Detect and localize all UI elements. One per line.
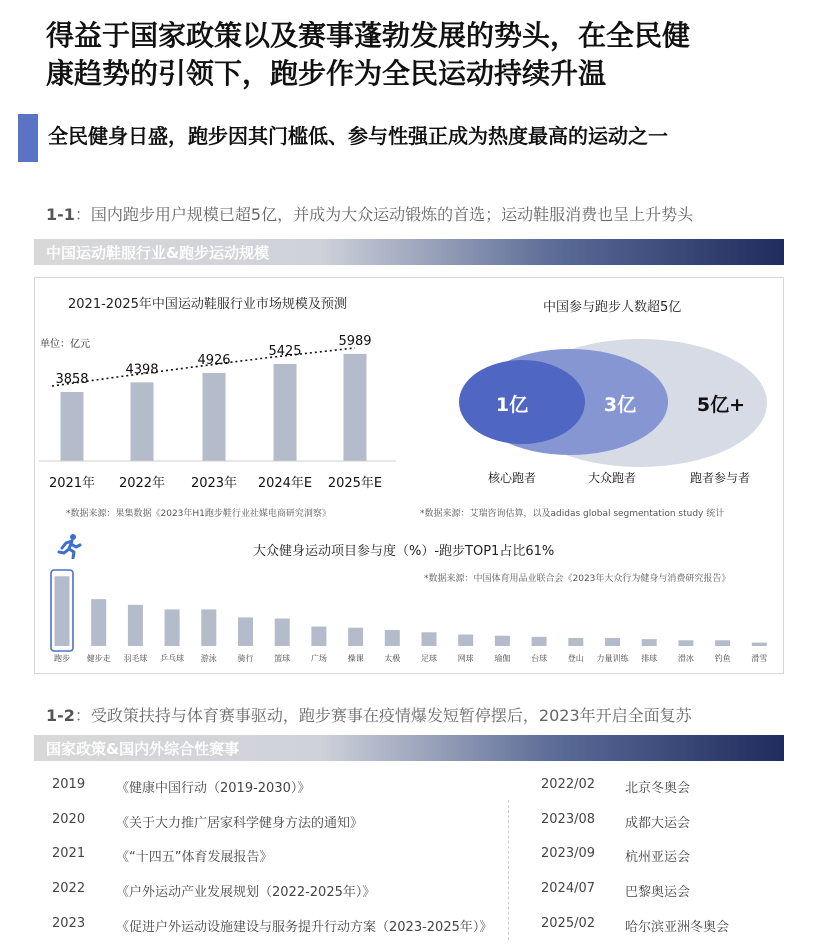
market-category-label: 2025年E: [327, 476, 383, 491]
participation-bar: [91, 599, 106, 646]
banner-policy-events-label: 国家政策&国内外综合性赛事: [46, 740, 240, 758]
participation-bar: [55, 576, 70, 646]
market-bar: [131, 382, 154, 461]
banner-footwear-running: [34, 239, 784, 265]
market-value-label: 3858: [55, 372, 89, 388]
participation-category-label: 台球: [531, 654, 548, 663]
market-bar: [61, 392, 84, 461]
event-name: 哈尔滨亚洲冬奥会: [625, 920, 730, 935]
core-runners-label: 核心跑者: [487, 471, 537, 485]
market-bar: [274, 364, 297, 461]
event-date: 2024/07: [541, 881, 596, 896]
market-size-chart: [34, 330, 404, 500]
participation-category-label: 排球: [641, 654, 658, 663]
point-1-2-text: ：受政策扶持与体育赛事驱动，跑步赛事在疫情爆发短暂停摆后，2023年开启全面复苏: [74, 706, 692, 725]
participation-bar: [165, 609, 180, 646]
market-category-label: 2024年E: [257, 476, 313, 491]
participation-category-label: 瑜伽: [494, 654, 511, 663]
market-chart-unit: 单位：亿元: [40, 339, 90, 350]
policy-year: 2023: [52, 916, 86, 931]
participation-category-label: 滑雪: [751, 654, 768, 663]
participation-bar: [201, 609, 216, 646]
participation-chart: [40, 560, 780, 670]
participation-category-label: 力量训练: [596, 654, 629, 663]
runners-chart-title: 中国参与跑步人数超5亿: [543, 300, 682, 315]
policy-year: 2021: [52, 846, 86, 861]
policy-year: 2022: [52, 881, 86, 896]
participation-category-label: 骑行: [237, 654, 254, 663]
participation-category-label: 滑冰: [677, 654, 694, 663]
market-chart-source: *数据来源：果集数据《2023年H1跑步鞋行业社媒电商研究洞察》: [66, 509, 331, 519]
participation-category-label: 太极: [384, 654, 401, 663]
event-name: 杭州亚运会: [625, 850, 691, 865]
policy-doc: 《户外运动产业发展规划（2022-2025年）》: [116, 885, 376, 900]
running-person-icon: [56, 533, 82, 559]
mass-runners-label: 大众跑者: [587, 471, 637, 485]
page-title-line-2: 康趋势的引领下，跑步作为全民运动持续升温: [46, 57, 607, 90]
participation-category-label: 登山: [567, 654, 584, 663]
participation-bar: [752, 643, 767, 646]
participation-category-label: 篮球: [274, 654, 291, 663]
event-date: 2022/02: [541, 777, 596, 792]
participation-bar: [715, 640, 730, 646]
participation-bar: [385, 630, 400, 646]
participation-bar: [348, 628, 363, 646]
event-date: 2025/02: [541, 916, 596, 931]
participation-chart-source: *数据来源：中国体育用品业联合会《2023年大众行为健身与消费研究报告》: [424, 574, 731, 584]
participation-category-label: 广场: [310, 654, 327, 663]
event-name: 北京冬奥会: [625, 781, 691, 796]
event-name: 巴黎奥运会: [625, 885, 691, 900]
participation-bar: [128, 605, 143, 646]
point-1-1: [46, 202, 693, 225]
runners-ellipse-chart: [440, 325, 790, 495]
participation-chart-title: 大众健身运动项目参与度（%）-跑步TOP1占比61%: [253, 544, 555, 559]
policy-doc: 《促进户外运动设施建设与服务提升行动方案（2023-2025年）》: [116, 920, 493, 935]
event-name: 成都大运会: [625, 816, 691, 831]
market-bar: [203, 373, 226, 461]
participation-bar: [642, 639, 657, 646]
participants-value: 5亿+: [696, 394, 746, 416]
section-subtitle: 全民健身日盛，跑步因其门槛低、参与性强正成为热度最高的运动之一: [48, 124, 668, 148]
participation-category-label: 足球: [421, 654, 437, 663]
participation-bar: [532, 637, 547, 646]
market-bar: [344, 354, 367, 461]
core-runners-value: 1亿: [495, 394, 529, 416]
participation-bar: [568, 638, 583, 646]
participation-bar: [605, 638, 620, 646]
mass-runners-value: 3亿: [603, 394, 637, 416]
participation-bar: [238, 617, 253, 646]
participation-bar: [275, 619, 290, 646]
point-1-2-number: 1-2: [46, 706, 75, 725]
participation-bar: [458, 635, 473, 646]
participation-category-label: 羽毛球: [123, 654, 148, 663]
participation-bar: [495, 636, 510, 646]
policy-doc: 《健康中国行动（2019-2030）》: [116, 781, 311, 796]
participation-category-label: 操课: [347, 654, 364, 663]
market-value-label: 5989: [338, 333, 372, 349]
participants-label: 跑者参与者: [689, 471, 751, 485]
runners-chart-source: *数据来源：艾瑞咨询估算，以及adidas global segmentation study 统计: [420, 509, 725, 519]
market-category-label: 2021年: [48, 476, 96, 491]
policy-year: 2020: [52, 812, 86, 827]
market-value-label: 4926: [197, 352, 231, 368]
policy-year: 2019: [52, 777, 86, 792]
event-date: 2023/08: [541, 812, 596, 827]
subtitle-accent-bar: [18, 114, 38, 162]
market-value-label: 4398: [125, 362, 159, 378]
policy-doc: 《关于大力推广居家科学健身方法的通知》: [116, 816, 364, 831]
participation-bar: [311, 627, 326, 646]
point-1-2: [46, 703, 692, 726]
policy-event-divider: [508, 800, 509, 940]
banner-footwear-running-label: 中国运动鞋服行业&跑步运动规模: [46, 244, 270, 262]
banner-policy-events: [34, 735, 784, 761]
page-title-line-1: 得益于国家政策以及赛事蓬勃发展的势头，在全民健: [46, 19, 691, 52]
participation-category-label: 网球: [457, 654, 474, 663]
event-date: 2023/09: [541, 846, 596, 861]
policy-doc: 《“十四五”体育发展报告》: [116, 850, 273, 865]
market-category-label: 2022年: [118, 476, 166, 491]
market-value-label: 5425: [268, 344, 302, 360]
market-category-label: 2023年: [190, 476, 238, 491]
market-chart-title: 2021-2025年中国运动鞋服行业市场规模及预测: [68, 297, 347, 312]
participation-category-label: 游泳: [200, 654, 217, 663]
point-1-1-text: ：国内跑步用户规模已超5亿，并成为大众运动锻炼的首选；运动鞋服消费也呈上升势头: [74, 205, 694, 224]
participation-bar: [422, 632, 437, 646]
point-1-1-number: 1-1: [46, 205, 75, 224]
participation-category-label: 钓鱼: [714, 654, 731, 663]
participation-category-label: 乒乓球: [160, 654, 185, 663]
participation-category-label: 跑步: [54, 654, 70, 663]
participation-bar: [678, 640, 693, 646]
participation-category-label: 健步走: [86, 654, 111, 663]
